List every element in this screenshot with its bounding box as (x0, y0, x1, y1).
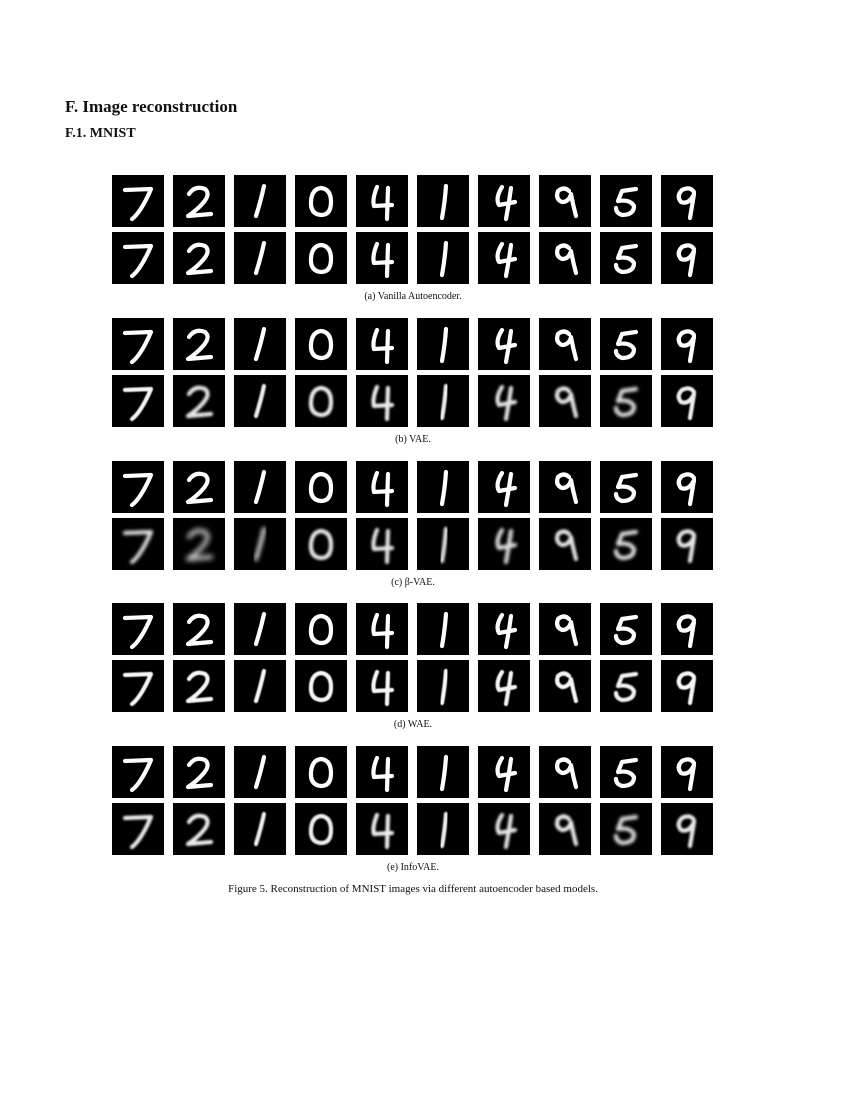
digit-stroke (256, 529, 264, 559)
digit-image-0 (295, 175, 347, 227)
digit-stroke (616, 389, 636, 415)
digit-image-2 (173, 660, 225, 712)
digit-image-4 (478, 375, 530, 427)
digit-stroke (616, 332, 636, 358)
digit-stroke (311, 331, 331, 358)
digit-stroke (256, 186, 264, 216)
digit-image-1 (417, 603, 469, 655)
digit-stroke (373, 387, 392, 419)
digit-image-9 (661, 175, 713, 227)
digit-stroke (188, 188, 211, 216)
digit-image-9 (661, 746, 713, 798)
digit-stroke (557, 617, 576, 645)
digit-image-5 (600, 175, 652, 227)
digit-stroke (616, 674, 636, 700)
digit-stroke (373, 330, 392, 362)
digit-stroke (188, 331, 211, 359)
digit-image-1 (234, 660, 286, 712)
digit-stroke (498, 473, 515, 505)
digit-stroke (256, 757, 264, 787)
digit-image-7 (112, 175, 164, 227)
digit-image-2 (173, 746, 225, 798)
digit-image-4 (478, 746, 530, 798)
digit-image-9 (539, 461, 591, 513)
digit-stroke (498, 672, 515, 704)
digit-stroke (125, 389, 151, 419)
row-reconstruction (112, 375, 714, 427)
digit-image-5 (600, 461, 652, 513)
digit-image-7 (112, 461, 164, 513)
digit-stroke (125, 760, 151, 790)
digit-stroke (373, 244, 392, 276)
digit-stroke (311, 816, 331, 843)
digit-stroke (311, 531, 331, 558)
digit-image-0 (295, 318, 347, 370)
digit-stroke (557, 817, 576, 845)
digit-image-0 (295, 461, 347, 513)
digit-stroke (373, 187, 392, 219)
panel-b (112, 318, 714, 445)
digit-image-0 (295, 803, 347, 855)
digit-stroke (125, 617, 151, 647)
digit-image-9 (539, 375, 591, 427)
digit-image-4 (356, 318, 408, 370)
digit-stroke (373, 815, 392, 847)
digit-image-1 (417, 175, 469, 227)
digit-image-9 (539, 318, 591, 370)
digit-stroke (256, 614, 264, 644)
digit-image-9 (661, 660, 713, 712)
digit-image-1 (417, 803, 469, 855)
digit-image-4 (356, 375, 408, 427)
digit-stroke (188, 388, 211, 416)
digit-stroke (679, 388, 694, 418)
panel-caption: (c) β-VAE. (391, 577, 435, 588)
digit-image-5 (600, 603, 652, 655)
digit-stroke (616, 475, 636, 501)
digit-image-4 (478, 232, 530, 284)
digit-image-5 (600, 232, 652, 284)
digit-stroke (256, 671, 264, 701)
digit-image-0 (295, 603, 347, 655)
digit-stroke (442, 671, 446, 703)
row-original (112, 318, 714, 370)
panel-caption: (b) VAE. (395, 434, 431, 445)
digit-stroke (498, 244, 515, 276)
digit-stroke (188, 474, 211, 502)
digit-stroke (125, 475, 151, 505)
digit-image-2 (173, 318, 225, 370)
digit-image-4 (356, 461, 408, 513)
digit-stroke (557, 246, 576, 274)
digit-stroke (679, 616, 694, 646)
digit-stroke (125, 532, 151, 562)
digit-image-5 (600, 746, 652, 798)
digit-stroke (188, 531, 211, 559)
digit-stroke (442, 386, 446, 418)
digit-stroke (442, 329, 446, 361)
digit-image-1 (417, 461, 469, 513)
digit-image-4 (478, 803, 530, 855)
digit-stroke (498, 530, 515, 562)
panel-caption: (a) Vanilla Autoencoder. (364, 291, 462, 302)
digit-image-9 (539, 746, 591, 798)
digit-image-5 (600, 518, 652, 570)
digit-stroke (188, 759, 211, 787)
digit-image-7 (112, 518, 164, 570)
digit-image-0 (295, 232, 347, 284)
digit-stroke (498, 187, 515, 219)
digit-image-4 (356, 175, 408, 227)
digit-stroke (373, 672, 392, 704)
digit-image-9 (539, 660, 591, 712)
panel-a (112, 175, 714, 302)
digit-image-1 (234, 461, 286, 513)
digit-stroke (188, 816, 211, 844)
digit-stroke (442, 472, 446, 504)
digit-image-7 (112, 318, 164, 370)
panel-e (112, 746, 714, 873)
digit-image-1 (234, 746, 286, 798)
row-reconstruction (112, 803, 714, 855)
digit-stroke (256, 243, 264, 273)
digit-stroke (557, 674, 576, 702)
digit-stroke (188, 673, 211, 701)
digit-image-7 (112, 803, 164, 855)
digit-stroke (498, 615, 515, 647)
digit-stroke (557, 475, 576, 503)
digit-image-1 (417, 232, 469, 284)
digit-image-1 (234, 518, 286, 570)
digit-image-7 (112, 232, 164, 284)
digit-image-1 (234, 175, 286, 227)
digit-image-4 (356, 660, 408, 712)
panel-c (112, 461, 714, 588)
digit-stroke (498, 330, 515, 362)
digit-image-1 (417, 660, 469, 712)
digit-stroke (616, 189, 636, 215)
digit-image-2 (173, 175, 225, 227)
digit-stroke (442, 814, 446, 846)
digit-stroke (498, 815, 515, 847)
digit-stroke (125, 817, 151, 847)
digit-image-4 (356, 803, 408, 855)
row-reconstruction (112, 660, 714, 712)
digit-image-1 (417, 318, 469, 370)
digit-stroke (373, 758, 392, 790)
digit-image-1 (234, 232, 286, 284)
digit-stroke (557, 332, 576, 360)
digit-stroke (125, 332, 151, 362)
digit-image-1 (234, 318, 286, 370)
digit-image-4 (478, 518, 530, 570)
digit-image-5 (600, 660, 652, 712)
digit-stroke (498, 387, 515, 419)
digit-image-9 (539, 175, 591, 227)
digit-image-9 (539, 803, 591, 855)
digit-stroke (311, 673, 331, 700)
digit-stroke (557, 760, 576, 788)
digit-image-9 (661, 375, 713, 427)
digit-stroke (679, 759, 694, 789)
digit-stroke (256, 386, 264, 416)
digit-stroke (557, 532, 576, 560)
digit-stroke (679, 331, 694, 361)
digit-image-0 (295, 518, 347, 570)
row-original (112, 175, 714, 227)
digit-image-7 (112, 746, 164, 798)
subsection-title: F.1. MNIST (65, 126, 136, 141)
digit-stroke (442, 614, 446, 646)
digit-stroke (373, 473, 392, 505)
digit-image-9 (661, 803, 713, 855)
digit-stroke (679, 531, 694, 561)
digit-image-1 (234, 375, 286, 427)
row-reconstruction (112, 518, 714, 570)
digit-stroke (442, 186, 446, 218)
digit-stroke (442, 243, 446, 275)
digit-image-4 (478, 660, 530, 712)
digit-stroke (557, 189, 576, 217)
digit-image-2 (173, 461, 225, 513)
digit-image-1 (417, 518, 469, 570)
digit-image-9 (539, 518, 591, 570)
digit-image-1 (417, 746, 469, 798)
digit-stroke (188, 245, 211, 273)
row-original (112, 746, 714, 798)
digit-stroke (256, 472, 264, 502)
digit-image-5 (600, 803, 652, 855)
digit-stroke (442, 529, 446, 561)
digit-stroke (679, 673, 694, 703)
digit-stroke (679, 245, 694, 275)
digit-image-4 (478, 603, 530, 655)
digit-image-4 (478, 461, 530, 513)
digit-image-2 (173, 232, 225, 284)
digit-image-2 (173, 375, 225, 427)
digit-stroke (679, 474, 694, 504)
digit-stroke (616, 532, 636, 558)
digit-stroke (311, 245, 331, 272)
digit-image-5 (600, 318, 652, 370)
digit-image-9 (661, 461, 713, 513)
digit-stroke (188, 616, 211, 644)
figure-caption: Figure 5. Reconstruction of MNIST images via different autoencoder based models. (228, 883, 598, 895)
digit-stroke (256, 329, 264, 359)
digit-image-2 (173, 518, 225, 570)
digit-image-0 (295, 375, 347, 427)
digit-stroke (311, 759, 331, 786)
digit-stroke (616, 817, 636, 843)
row-reconstruction (112, 232, 714, 284)
digit-image-9 (539, 603, 591, 655)
digit-stroke (557, 389, 576, 417)
digit-image-4 (478, 175, 530, 227)
digit-image-2 (173, 803, 225, 855)
row-original (112, 461, 714, 513)
digit-stroke (498, 758, 515, 790)
digit-stroke (679, 816, 694, 846)
digit-image-9 (661, 232, 713, 284)
digit-image-2 (173, 603, 225, 655)
digit-stroke (442, 757, 446, 789)
digit-image-5 (600, 375, 652, 427)
digit-stroke (311, 388, 331, 415)
digit-image-7 (112, 660, 164, 712)
digit-image-1 (234, 603, 286, 655)
section-title: F. Image reconstruction (65, 97, 238, 116)
digit-image-9 (539, 232, 591, 284)
digit-image-1 (234, 803, 286, 855)
digit-stroke (311, 188, 331, 215)
digit-stroke (373, 615, 392, 647)
digit-stroke (679, 188, 694, 218)
digit-image-4 (356, 518, 408, 570)
panel-caption: (e) InfoVAE. (386, 862, 440, 873)
digit-stroke (311, 474, 331, 501)
digit-stroke (125, 246, 151, 276)
digit-image-9 (661, 603, 713, 655)
row-original (112, 603, 714, 655)
digit-stroke (373, 530, 392, 562)
digit-image-4 (356, 746, 408, 798)
digit-image-0 (295, 746, 347, 798)
digit-stroke (125, 189, 151, 219)
digit-stroke (125, 674, 151, 704)
digit-stroke (616, 760, 636, 786)
digit-image-9 (661, 318, 713, 370)
digit-image-4 (356, 232, 408, 284)
digit-stroke (616, 246, 636, 272)
digit-image-4 (478, 318, 530, 370)
digit-image-7 (112, 603, 164, 655)
digit-image-7 (112, 375, 164, 427)
digit-image-1 (417, 375, 469, 427)
digit-image-4 (356, 603, 408, 655)
panel-d (112, 603, 714, 730)
digit-stroke (256, 814, 264, 844)
digit-image-9 (661, 518, 713, 570)
digit-image-0 (295, 660, 347, 712)
digit-stroke (616, 617, 636, 643)
digit-stroke (311, 616, 331, 643)
panel-caption: (d) WAE. (393, 719, 433, 730)
